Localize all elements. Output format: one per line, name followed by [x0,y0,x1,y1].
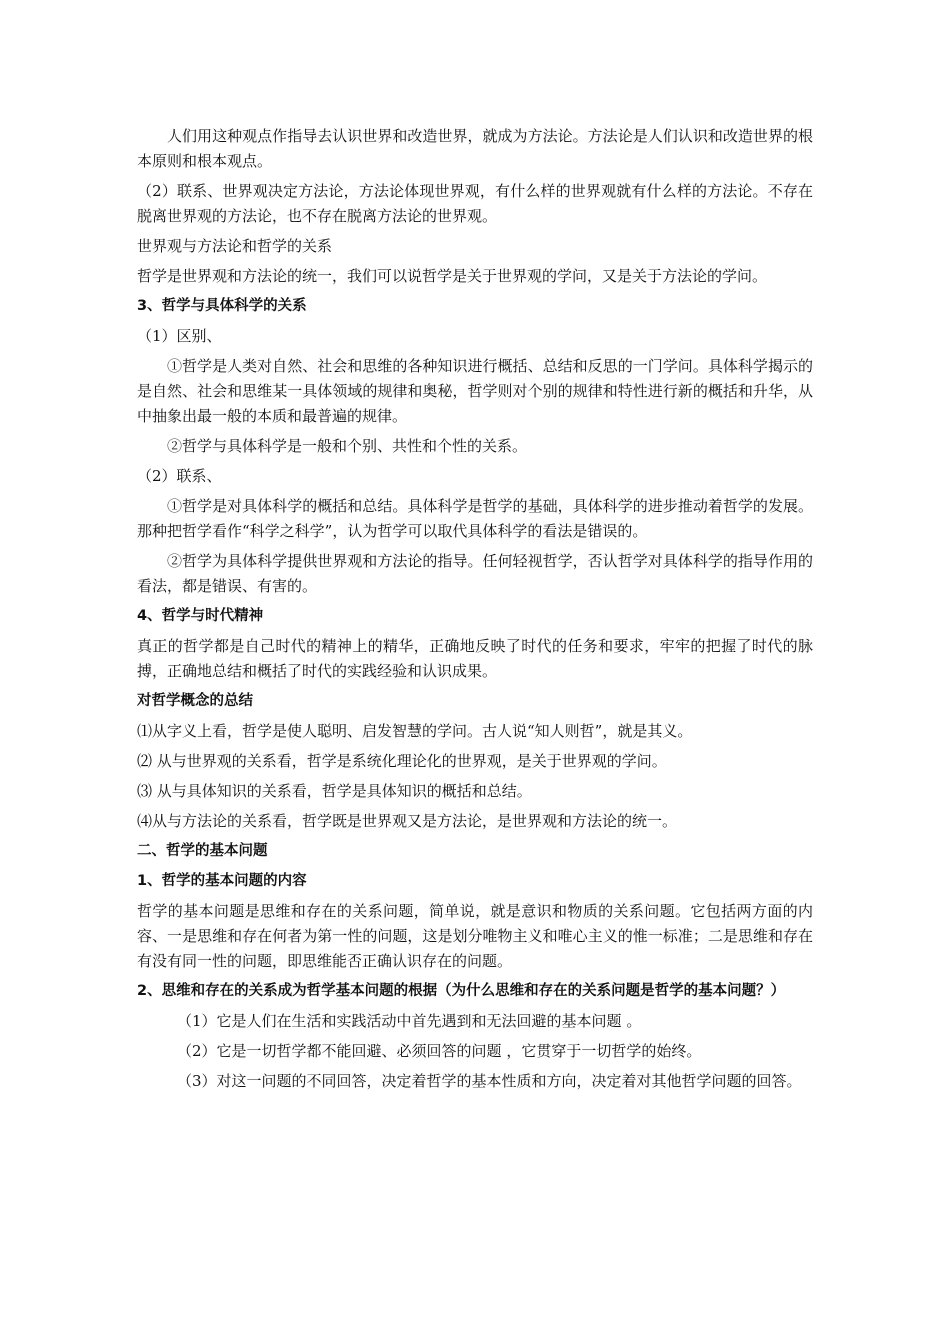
paragraph-difference-1: ①哲学是人类对自然、社会和思维的各种知识进行概括、总结和反思的一门学问。具体科学揭示的是自然、社会和思维某一具体领域的规律和奥秘，哲学则对个别的规律和特性进行新的概括和升华，从中抽象出最一般的本质和最普遍的规律。 [137,357,813,425]
reason-item-3: （3）对这一问题的不同回答，决定着哲学的基本性质和方向，决定着对其他哲学问题的回答。 [177,1072,802,1090]
paragraph-difference-label: （1）区别、 [137,327,222,345]
paragraph-connection-1: ①哲学是对具体科学的概括和总结。具体科学是哲学的基础，具体科学的进步推动着哲学的发展。那种把哲学看作“科学之科学”，认为哲学可以取代具体科学的看法是错误的。 [137,497,813,540]
paragraph-connection-label: （2）联系、 [137,467,222,485]
heading-basic-question-reason: 2、思维和存在的关系成为哲学基本问题的根据（为什么思维和存在的关系问题是哲学的基本问题？） [137,983,786,999]
reason-item-1: （1）它是人们在生活和实践活动中首先遇到和无法回避的基本问题 。 [177,1012,642,1030]
heading-section-two: 二、哲学的基本问题 [137,843,268,859]
heading-concept-summary: 对哲学概念的总结 [137,693,253,709]
heading-philosophy-and-era: 4、哲学与时代精神 [137,608,264,624]
paragraph-difference-2: ②哲学与具体科学是一般和个别、共性和个性的关系。 [167,437,528,455]
heading-philosophy-and-science: 3、哲学与具体科学的关系 [137,298,307,314]
summary-item-4: ⑷从与方法论的关系看，哲学既是世界观又是方法论，是世界观和方法论的统一。 [137,812,678,830]
paragraph-basic-question: 哲学的基本问题是思维和存在的关系问题，简单说，就是意识和物质的关系问题。它包括两方面的内容、一是思维和存在何者为第一性的问题，这是划分唯物主义和唯心主义的惟一标准；二是思维和存在有没有同一性的问题，即思维能否正确认识存在的问题。 [137,902,813,970]
paragraph-relation-title: 世界观与方法论和哲学的关系 [137,237,333,255]
summary-item-2: ⑵ 从与世界观的关系看，哲学是系统化理论化的世界观，是关于世界观的学问。 [137,752,667,770]
paragraph-era-spirit: 真正的哲学都是自己时代的精神上的精华，正确地反映了时代的任务和要求，牢牢的把握了时代的脉搏，正确地总结和概括了时代的实践经验和认识成果。 [137,637,813,680]
document-page [137,124,813,1099]
paragraph-methodology-definition: 人们用这种观点作指导去认识世界和改造世界，就成为方法论。方法论是人们认识和改造世界的根本原则和根本观点。 [137,127,813,170]
paragraph-philosophy-unity: 哲学是世界观和方法论的统一，我们可以说哲学是关于世界观的学问，又是关于方法论的学问。 [137,267,768,285]
summary-item-3: ⑶ 从与具体知识的关系看，哲学是具体知识的概括和总结。 [137,782,532,800]
paragraph-connection: （2）联系、世界观决定方法论，方法论体现世界观，有什么样的世界观就有什么样的方法论。不存在脱离世界观的方法论，也不存在脱离方法论的世界观。 [137,182,813,225]
summary-item-1: ⑴从字义上看，哲学是使人聪明、启发智慧的学问。古人说“知人则哲”，就是其义。 [137,722,693,740]
reason-item-2: （2）它是一切哲学都不能回避、必须回答的问题 ，它贯穿于一切哲学的始终。 [177,1042,702,1060]
heading-basic-question-content: 1、哲学的基本问题的内容 [137,873,307,889]
paragraph-connection-2: ②哲学为具体科学提供世界观和方法论的指导。任何轻视哲学，否认哲学对具体科学的指导作用的看法，都是错误、有害的。 [137,552,813,595]
